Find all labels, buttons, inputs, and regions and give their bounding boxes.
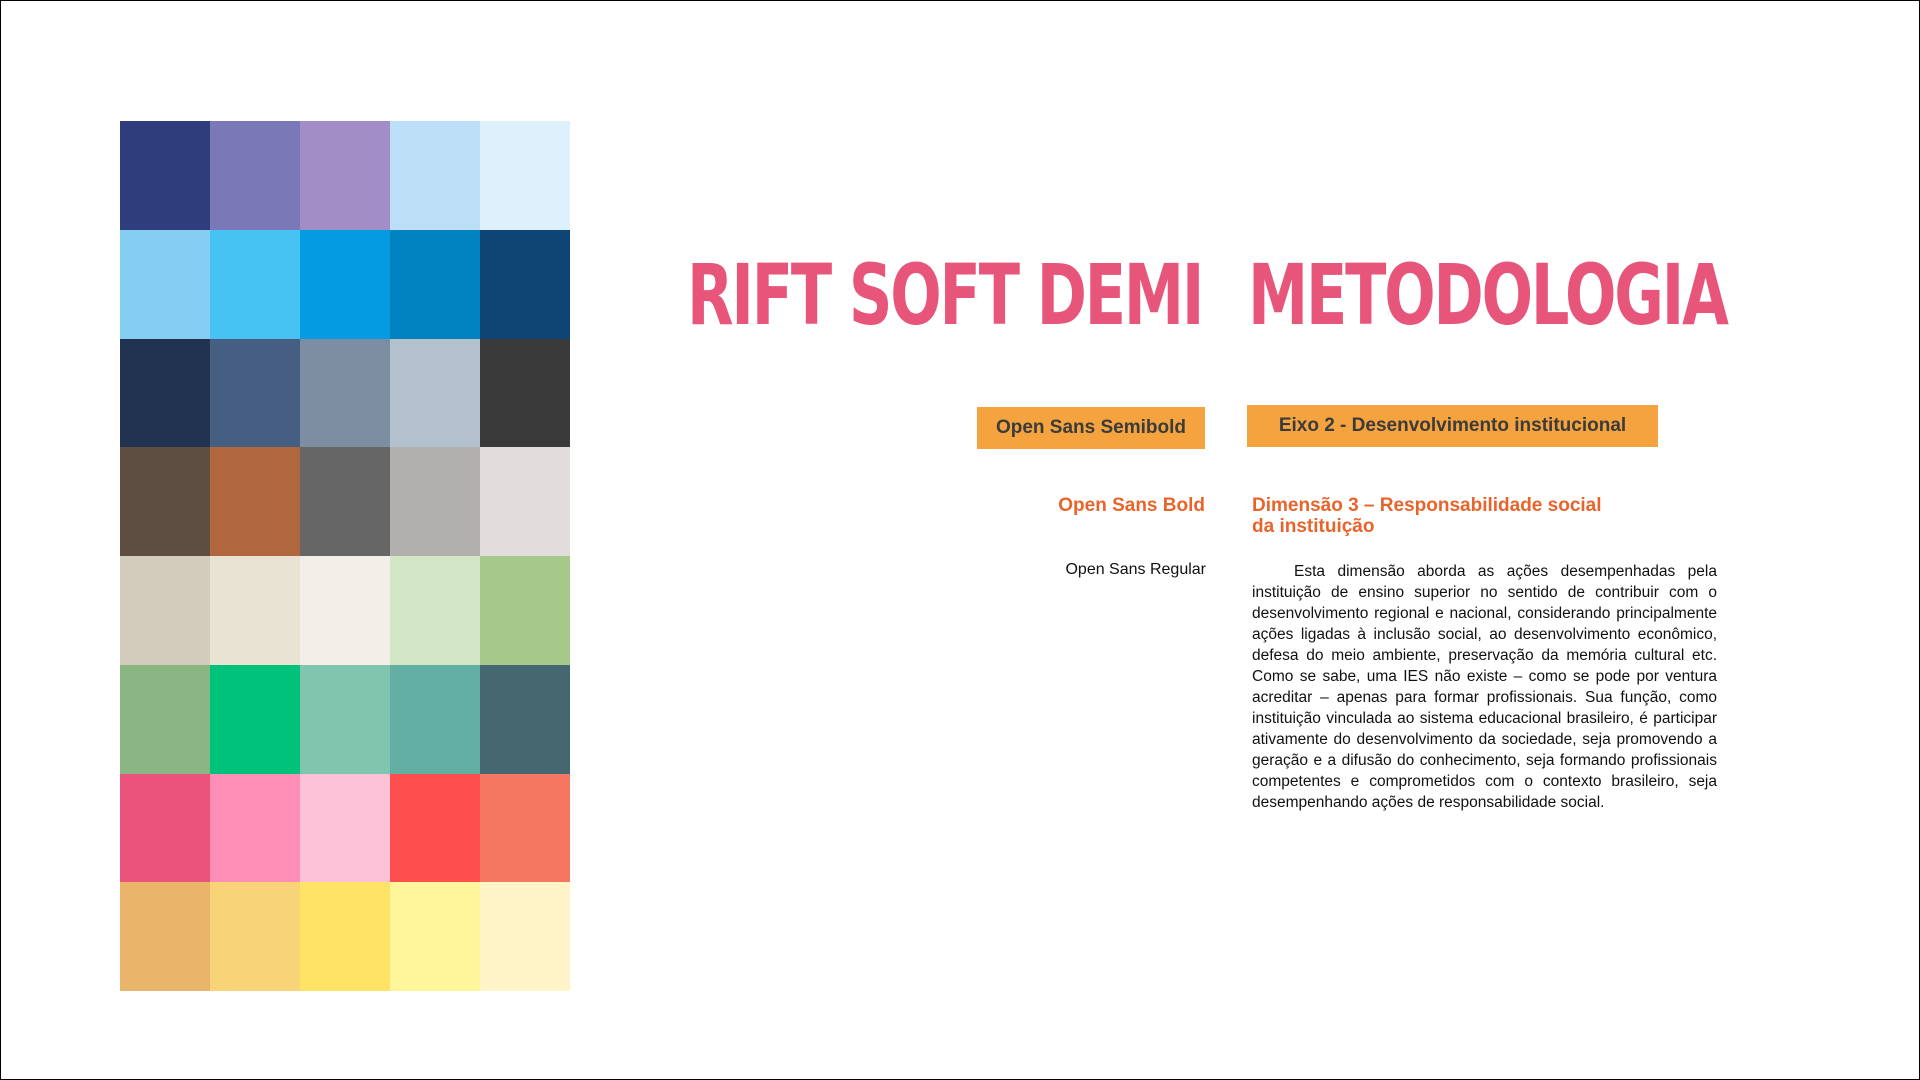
color-swatch bbox=[210, 774, 300, 883]
color-swatch bbox=[120, 882, 210, 991]
color-swatch bbox=[390, 665, 480, 774]
color-swatch bbox=[480, 230, 570, 339]
semibold-font-tag bbox=[977, 407, 1205, 449]
color-swatch bbox=[210, 665, 300, 774]
color-swatch bbox=[210, 447, 300, 556]
color-swatch bbox=[120, 774, 210, 883]
color-swatch bbox=[390, 230, 480, 339]
color-swatch bbox=[120, 230, 210, 339]
color-swatch bbox=[390, 774, 480, 883]
color-swatch bbox=[300, 339, 390, 448]
dimension-title-line-1: Dimensão 3 – Responsabilidade social bbox=[1252, 495, 1602, 516]
color-swatch bbox=[300, 121, 390, 230]
color-swatch bbox=[300, 774, 390, 883]
color-swatch bbox=[300, 556, 390, 665]
title-heading: METODOLOGIA bbox=[1248, 246, 1727, 344]
color-swatch bbox=[120, 447, 210, 556]
color-swatch bbox=[120, 665, 210, 774]
color-swatch bbox=[480, 447, 570, 556]
color-swatch bbox=[120, 121, 210, 230]
color-swatch bbox=[390, 882, 480, 991]
color-swatch bbox=[120, 556, 210, 665]
font-name-heading: RIFT SOFT DEMI bbox=[687, 246, 1203, 344]
color-swatch bbox=[300, 447, 390, 556]
color-swatch bbox=[480, 556, 570, 665]
color-swatch bbox=[390, 121, 480, 230]
color-swatch bbox=[210, 230, 300, 339]
color-swatch bbox=[210, 121, 300, 230]
axis-tag-label: Eixo 2 - Desenvolvimento institucional bbox=[1278, 415, 1627, 436]
semibold-font-tag-label: Open Sans Semibold bbox=[995, 417, 1187, 438]
color-swatch bbox=[390, 447, 480, 556]
axis-tag bbox=[1247, 405, 1658, 447]
body-paragraph: Esta dimensão aborda as ações desempenhadas pela instituição de ensino superior no sentido de contribuir com o desenvolvimento regional e nacional, considerando principalmente ações ligadas à inclusão social, ao desenvolvimento econômico, defesa do meio ambiente, preservação da memória cultural etc. Como se sabe, uma IES não existe – como se pode por ventura acreditar – apenas para formar profissionais. Sua função, como instituição vinculada ao sistema educacional brasileiro, é participar ativamente do desenvolvimento da sociedade, seja promovendo a geração e a difusão do conhecimento, seja formando profissionais competentes e comprometidos com o contexto brasileiro, seja desempenhando ações de responsabilidade social. bbox=[1252, 563, 1717, 811]
color-swatch bbox=[480, 665, 570, 774]
color-swatch bbox=[210, 882, 300, 991]
color-palette-grid bbox=[120, 121, 570, 991]
color-swatch bbox=[300, 882, 390, 991]
color-swatch bbox=[210, 556, 300, 665]
color-swatch bbox=[480, 882, 570, 991]
color-swatch bbox=[390, 556, 480, 665]
bold-font-label: Open Sans Bold bbox=[1058, 495, 1205, 516]
color-swatch bbox=[480, 339, 570, 448]
dimension-title-line-2: da instituição bbox=[1252, 516, 1375, 537]
dimension-title bbox=[1252, 495, 1632, 537]
regular-font-label: Open Sans Regular bbox=[1065, 561, 1206, 578]
color-swatch bbox=[300, 230, 390, 339]
color-swatch bbox=[480, 774, 570, 883]
color-swatch bbox=[390, 339, 480, 448]
color-swatch bbox=[480, 121, 570, 230]
color-swatch bbox=[210, 339, 300, 448]
color-swatch bbox=[120, 339, 210, 448]
color-swatch bbox=[300, 665, 390, 774]
